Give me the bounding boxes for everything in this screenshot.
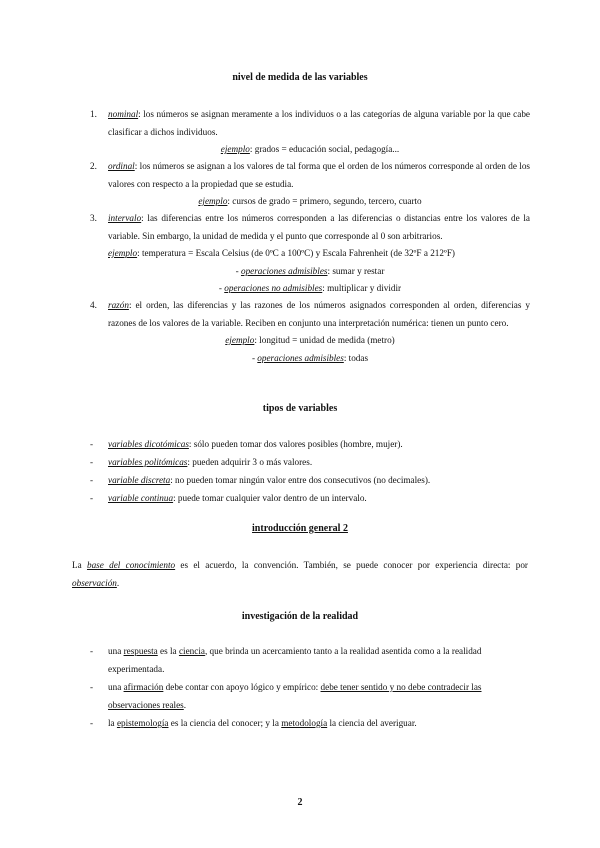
operations-line xyxy=(90,350,530,368)
example-line xyxy=(90,193,530,211)
list-item xyxy=(90,435,530,453)
list-item xyxy=(90,642,530,678)
term: variables dicotómicas xyxy=(108,439,189,449)
term: respuesta xyxy=(123,646,158,656)
definition: : pueden adquirir 3 o más valores. xyxy=(187,457,313,467)
text: La xyxy=(72,560,87,570)
term: variables politómicas xyxy=(108,457,188,467)
list-item xyxy=(90,714,530,732)
dash: - xyxy=(251,352,258,363)
example-line xyxy=(108,245,530,263)
heading-types: tipos de variables xyxy=(262,403,338,414)
list-item xyxy=(90,453,530,471)
heading-intro: introducción general 2 xyxy=(252,523,348,534)
dash: - xyxy=(235,265,241,276)
item-number: 4. xyxy=(90,300,97,310)
list-item-intervalo xyxy=(90,210,530,298)
definition: : las diferencias entre los números corresponden a las diferencias o distancias entre los valores de la variable. Sin embargo, la unidad de medida y el punto que corresponde al 0 son arbitrarios. xyxy=(108,213,530,241)
term-razon: razón xyxy=(108,300,129,310)
bullet-dash: - xyxy=(90,493,94,503)
heading-levels: nivel de medida de las variables xyxy=(232,72,368,83)
example-line xyxy=(90,332,530,350)
example-label: ejemplo xyxy=(108,248,138,258)
example-text: : cursos de grado = primero, segundo, tercero, cuarto xyxy=(227,196,422,206)
item-number: 2. xyxy=(90,161,97,171)
text: la xyxy=(108,718,117,728)
example-text: : temperatura = Escala Celsius (de 0ºC a 100ºC) y Escala Fahrenheit (de 32ºF a 212ºF) xyxy=(137,248,455,258)
page-number: 2 xyxy=(297,797,303,808)
list-item-ordinal xyxy=(90,158,530,211)
example-text: : longitud = unidad de medida (metro) xyxy=(254,335,395,345)
item-number: 3. xyxy=(90,213,97,223)
example-text: : grados = educación social, pedagogía... xyxy=(249,144,400,154)
definition: : los números se asignan a los valores de tal forma que el orden de los números corresponde al orden de los valores con respecto a la propiedad que se estudia. xyxy=(108,161,530,189)
bullet-dash: - xyxy=(90,646,94,656)
text: la ciencia del averiguar. xyxy=(327,718,417,728)
list-item xyxy=(90,678,530,714)
bullet-dash: - xyxy=(90,457,94,467)
heading-investigation: investigación de la realidad xyxy=(241,611,359,622)
term-ordinal: ordinal xyxy=(108,161,135,171)
term: base del conocimiento xyxy=(86,560,176,570)
text: es la xyxy=(157,646,179,656)
definition: : puede tomar cualquier valor dentro de un intervalo. xyxy=(173,493,367,503)
term: variable discreta xyxy=(108,475,171,485)
operations-line xyxy=(90,263,530,281)
term: epistemología xyxy=(116,718,169,728)
term: afirmación xyxy=(123,682,164,692)
term: debe tener sentido y no debe contradecir las observaciones reales xyxy=(108,682,482,710)
definition: : sólo pueden tomar dos valores posibles (hombre, mujer). xyxy=(188,439,403,449)
bullet-dash: - xyxy=(90,439,94,449)
dash: - xyxy=(218,283,225,293)
term: ciencia xyxy=(178,646,205,656)
operations-text: : sumar y restar xyxy=(327,265,385,276)
example-label: ejemplo xyxy=(198,196,228,206)
text: . xyxy=(116,578,120,588)
term: observación xyxy=(72,578,117,588)
bullet-dash: - xyxy=(90,475,94,485)
text: debe contar con apoyo lógico y empírico: xyxy=(163,682,321,692)
example-label: ejemplo xyxy=(220,144,250,154)
list-item xyxy=(90,489,530,507)
text: es la ciencia del conocer; y la xyxy=(168,718,282,728)
list-item-razon xyxy=(90,297,530,367)
example-label: ejemplo xyxy=(225,335,255,345)
definition: : no pueden tomar ningún valor entre dos consecutivos (no decimales). xyxy=(170,475,431,485)
operations-text: : multiplicar y dividir xyxy=(322,283,402,293)
operations-label: operaciones admisibles xyxy=(240,265,328,276)
definition: : el orden, las diferencias y las razones de los números asignados corresponden al orden, diferencias y razones de los valores de la variable. Reciben en conjunto una interpretación numérica: tienen un punto cero. xyxy=(108,300,530,328)
text: una xyxy=(108,646,124,656)
operations-label: operaciones admisibles xyxy=(257,352,344,363)
operations-text: : todas xyxy=(343,352,369,363)
list-item xyxy=(90,471,530,489)
term-intervalo: intervalo xyxy=(108,213,142,223)
term: variable continua xyxy=(108,493,174,503)
term-nominal: nominal xyxy=(108,109,139,119)
bullet-dash: - xyxy=(90,718,94,728)
list-item-nominal xyxy=(90,106,530,159)
text: , que brinda un acercamiento tanto a la realidad asentida como a la realidad experimentada. xyxy=(108,646,482,674)
example-line xyxy=(90,141,530,159)
bullet-dash: - xyxy=(90,682,94,692)
text: . xyxy=(183,700,187,710)
text: una xyxy=(108,682,124,692)
definition: : los números se asignan meramente a los individuos o a las categorías de alguna variable por la que cabe clasificar a dichos individuos. xyxy=(108,109,530,137)
intro-paragraph xyxy=(72,556,528,592)
term: metodología xyxy=(281,718,328,728)
text: es el acuerdo, la convención. También, se puede conocer por experiencia directa: por xyxy=(175,560,528,570)
item-number: 1. xyxy=(90,109,97,119)
operations-line xyxy=(90,280,530,298)
operations-label: operaciones no admisibles xyxy=(224,283,323,293)
